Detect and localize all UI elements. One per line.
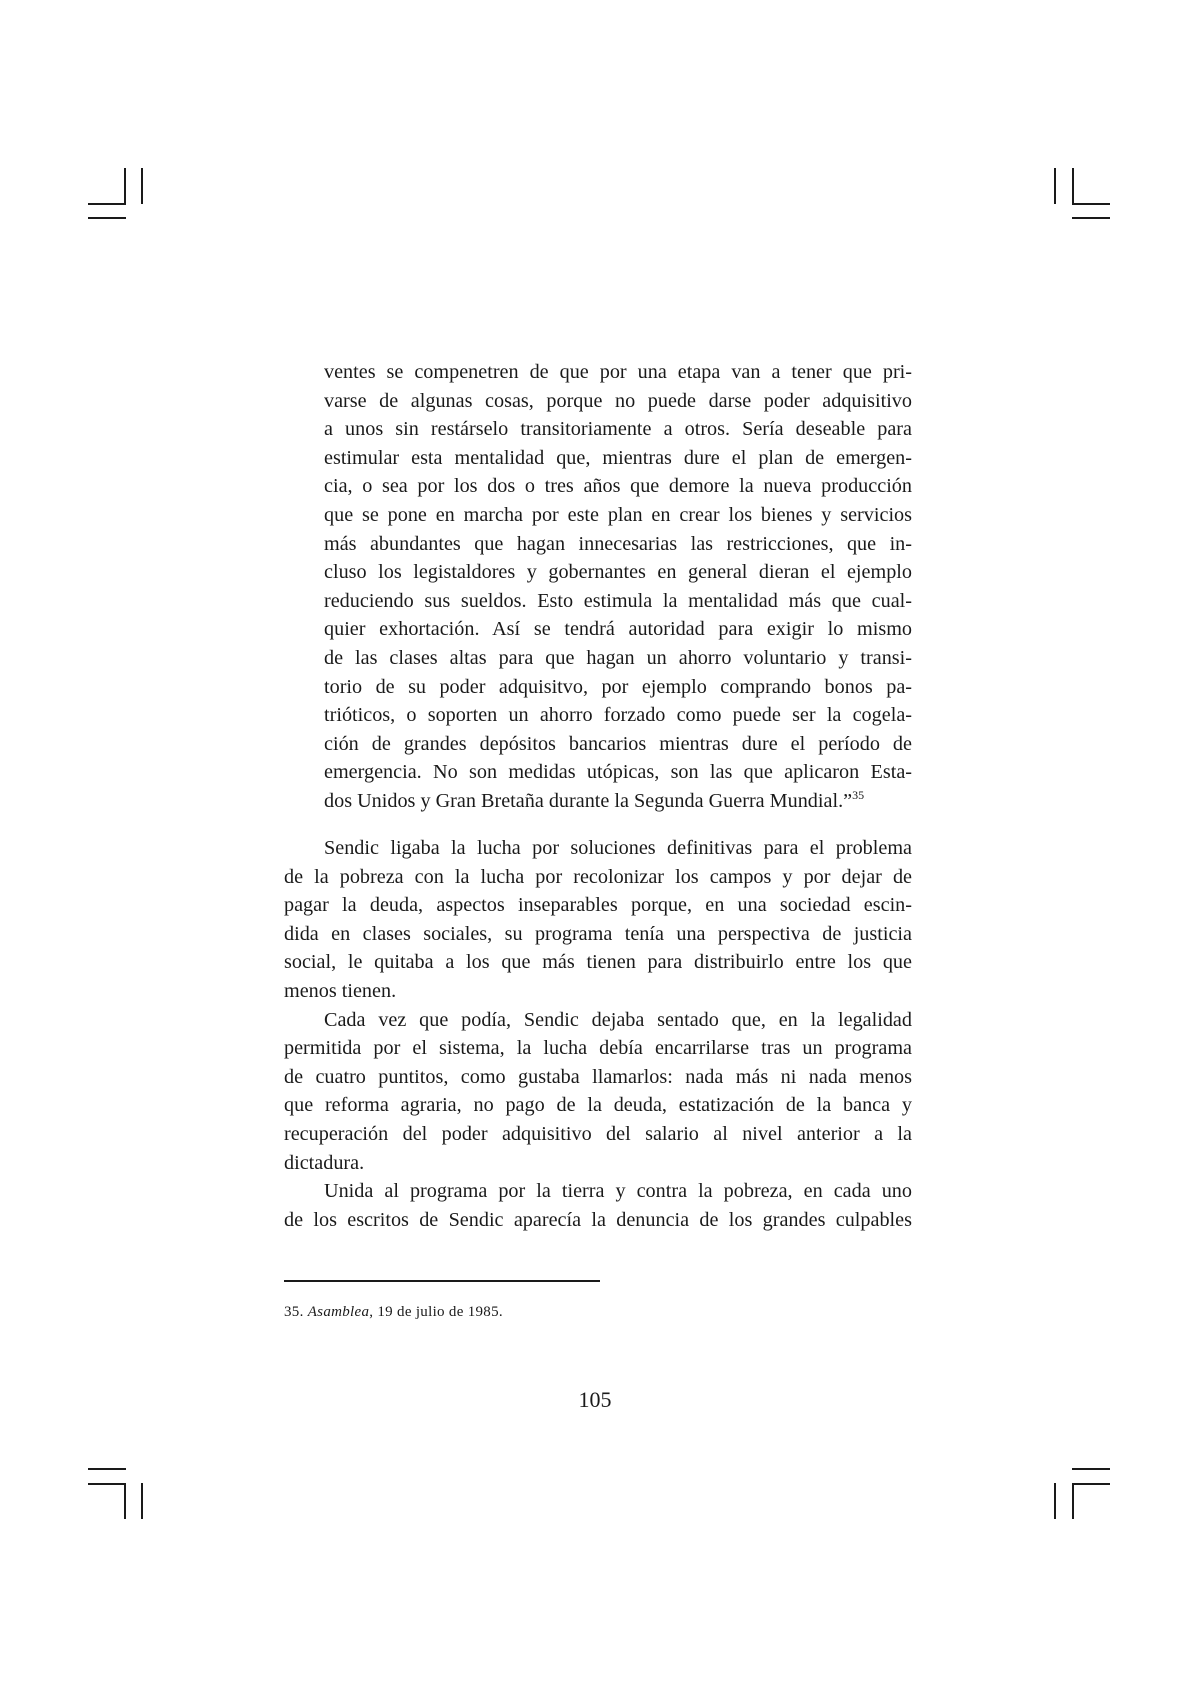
quote-line: ción de grandes depósitos bancarios mientras dure el período de bbox=[324, 732, 912, 755]
crop-mark bbox=[1054, 1483, 1056, 1519]
quote-line: ventes se compenetren de que por una etapa van a tener que pri- bbox=[324, 361, 912, 383]
quote-line: quier exhortación. Así se tendrá autoridad para exigir lo mismo bbox=[324, 618, 912, 641]
paragraph-line: dictadura. bbox=[284, 1151, 365, 1174]
paragraph-line: social, le quitaba a los que más tienen para distribuirlo entre los que bbox=[284, 951, 912, 974]
quote-line: que se pone en marcha por este plan en crear los bienes y servicios bbox=[324, 503, 912, 526]
paragraph-line: permitida por el sistema, la lucha debía encarrilarse tras un programa bbox=[284, 1037, 912, 1060]
paragraph-line: de cuatro puntitos, como gustaba llamarlos: nada más ni nada menos bbox=[284, 1065, 912, 1088]
paragraph-line: Unida al programa por la tierra y contra la pobreza, en cada uno bbox=[324, 1180, 912, 1203]
paragraph-line: que reforma agraria, no pago de la deuda, estatización de la banca y bbox=[284, 1094, 912, 1117]
footnote-text: , 19 de julio de 1985. bbox=[369, 1304, 503, 1320]
paragraph-line: Sendic ligaba la lucha por soluciones definitivas para el problema bbox=[324, 837, 912, 859]
crop-mark bbox=[1072, 203, 1110, 205]
quote-last-line bbox=[324, 787, 912, 816]
paragraph-line: pagar la deuda, aspectos inseparables porque, en una sociedad escin- bbox=[284, 894, 912, 917]
body-text bbox=[284, 834, 912, 1234]
paragraph bbox=[284, 834, 912, 1006]
paragraph-line: recuperación del poder adquisitivo del salario al nivel anterior a la bbox=[284, 1122, 912, 1145]
crop-mark bbox=[88, 1468, 126, 1470]
crop-mark bbox=[124, 168, 126, 204]
paragraph-line: de los escritos de Sendic aparecía la denuncia de los grandes culpables bbox=[284, 1208, 912, 1231]
paragraph-line: menos tienen. bbox=[284, 979, 397, 1002]
paragraph-line: dida en clases sociales, su programa tenía una perspectiva de justicia bbox=[284, 922, 912, 945]
crop-mark bbox=[88, 1483, 126, 1485]
crop-mark bbox=[1072, 168, 1074, 204]
footnote-number: 35. bbox=[284, 1304, 304, 1320]
crop-mark bbox=[1072, 1483, 1110, 1485]
crop-mark bbox=[1054, 168, 1056, 204]
crop-mark bbox=[141, 1483, 143, 1519]
quote-line: torio de su poder adquisitvo, por ejemplo comprando bonos pa- bbox=[324, 675, 912, 698]
block-quote bbox=[324, 358, 912, 816]
quote-line-text: dos Unidos y Gran Bretaña durante la Segunda Guerra Mundial.” bbox=[324, 789, 853, 812]
page-number: 105 bbox=[578, 1387, 612, 1412]
crop-mark bbox=[1072, 217, 1110, 219]
crop-mark bbox=[141, 168, 143, 204]
quote-line: cluso los legistaldores y gobernantes en general dieran el ejemplo bbox=[324, 561, 912, 584]
footnote-source: Asamblea bbox=[307, 1304, 370, 1320]
quote-line: reduciendo sus sueldos. Esto estimula la mentalidad más que cual- bbox=[324, 589, 912, 612]
footnote bbox=[284, 1302, 503, 1322]
quote-line: cia, o sea por los dos o tres años que demore la nueva producción bbox=[324, 475, 912, 498]
quote-line: a unos sin restárselo transitoriamente a otros. Sería deseable para bbox=[324, 418, 912, 441]
quote-line: emergencia. No son medidas utópicas, son las que aplicaron Esta- bbox=[324, 761, 912, 784]
quote-line: trióticos, o soporten un ahorro forzado como puede ser la cogela- bbox=[324, 704, 912, 727]
crop-mark bbox=[88, 217, 126, 219]
quote-line: más abundantes que hagan innecesarias las restricciones, que in- bbox=[324, 532, 912, 555]
crop-mark bbox=[1072, 1468, 1110, 1470]
paragraph bbox=[284, 1006, 912, 1178]
paragraph bbox=[284, 1177, 912, 1234]
paragraph-line: Cada vez que podía, Sendic dejaba sentado que, en la legalidad bbox=[324, 1008, 912, 1031]
footnote-reference: 35 bbox=[852, 787, 865, 802]
crop-mark bbox=[124, 1483, 126, 1519]
footnote-divider bbox=[284, 1280, 600, 1282]
crop-mark bbox=[88, 203, 126, 205]
quote-line: varse de algunas cosas, porque no puede darse poder adquisitivo bbox=[324, 389, 912, 412]
quote-line: de las clases altas para que hagan un ahorro voluntario y transi- bbox=[324, 646, 912, 669]
quote-line: estimular esta mentalidad que, mientras dure el plan de emergen- bbox=[324, 446, 912, 469]
paragraph-line: de la pobreza con la lucha por recolonizar los campos y por dejar de bbox=[284, 865, 912, 888]
crop-mark bbox=[1072, 1483, 1074, 1519]
